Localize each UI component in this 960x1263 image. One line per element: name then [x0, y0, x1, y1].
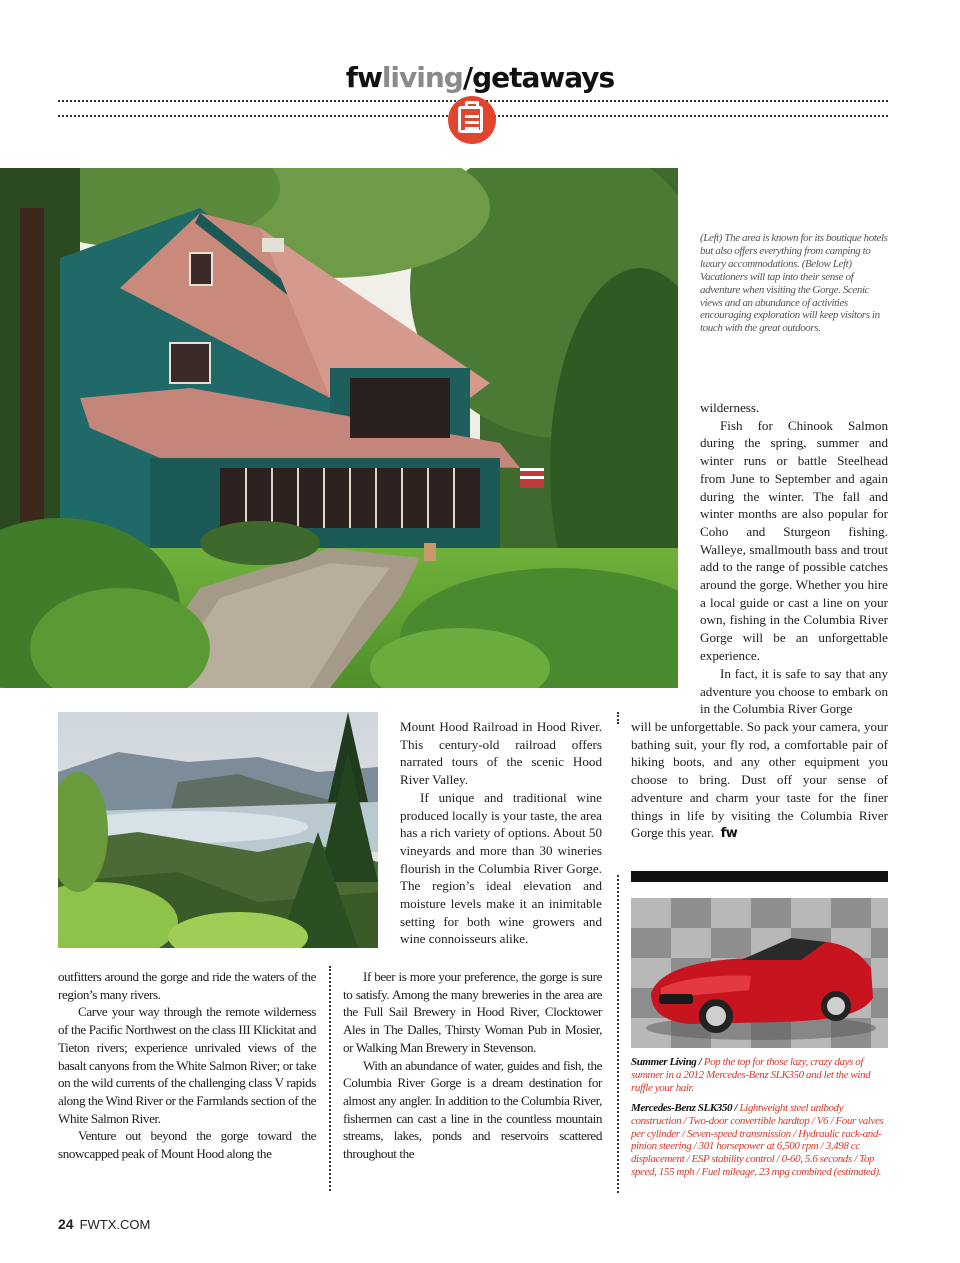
- section-masthead: [0, 60, 960, 96]
- end-mark: fw: [720, 826, 738, 842]
- brand-living: living: [381, 61, 463, 94]
- car-photo: [631, 898, 888, 1048]
- right-column-continuation: [700, 665, 888, 718]
- photo-caption: (Left) The area is known for its boutique hotels but also offers everything from camping to luxury accommodations. (Below Left) Vacationers will tap into their sense of adventure when visiting the Gorge. Scenic views and an abundance of activities encouraging exploration will keep visitors in touch with the great outdoors.: [700, 232, 888, 335]
- brand-section: getaways: [472, 61, 615, 94]
- right-column-bottom: [631, 718, 888, 843]
- sidebar-specs: Lightweight steel unibody construction / Two-door convertible hardtop / V6 / Four valves per cylinder / Seven-speed transmission / Hydraulic rack-and-pinion steering / 301 horsepower at 6,500 rpm / 3,498 cc displacement / ESP stability control / 0-60, 5.6 seconds / Top speed, 155 mph / Fuel mileage, 23 mpg combined (estimated).: [631, 1101, 884, 1179]
- page-number: 24: [58, 1216, 74, 1232]
- sidebar-text: [631, 1056, 888, 1179]
- paragraph: In fact, it is safe to say that any adventure you choose to embark on in the Columbia River Gorge: [700, 666, 888, 717]
- paragraph: Mount Hood Railroad in Hood River. This century-old railroad offers narrated tours of the scenic Hood River Valley.: [400, 719, 602, 788]
- paragraph: If unique and traditional wine produced locally is your taste, the area has a rich variety of options. About 50 vineyards and more than 30 wineries flourish in the Columbia River Gorge. The region’s ideal elevation and moisture levels make it an inimitable setting for both wine growers and wine connoisseurs alike.: [400, 789, 602, 947]
- column-divider: [329, 966, 331, 1191]
- brand-slash: /: [462, 61, 473, 94]
- suitcase-icon: [448, 96, 496, 144]
- right-column-top: [700, 399, 888, 665]
- page-footer: [58, 1216, 150, 1232]
- left-column: [58, 968, 316, 1163]
- house-photo: [0, 168, 678, 688]
- paragraph: Venture out beyond the gorge toward the snowcapped peak of Mount Hood along the: [58, 1128, 316, 1162]
- paragraph: Fish for Chinook Salmon during the spring, summer and winter runs or battle Steelhead from June to September and again during the winter. The fall and winter months are also popular for Coho and Sturgeon fishing. Walleye, smallmouth bass and trout add to the range of possible catches around the gorge. Whether you hire a local guide or cast a line on your own, fishing in the Columbia River Gorge will be an unforgettable experience.: [700, 417, 888, 663]
- paragraph: will be unforgettable. So pack your camera, your bathing suit, your fly rod, a comfortable pair of hiking boots, and any other equipment you choose to bring. Dust off your sense of adventure and charm your taste for the finer things in life by visiting the Columbia River Gorge this year.: [631, 719, 888, 841]
- column-divider-right: [617, 875, 619, 1193]
- paragraph: With an abundance of water, guides and fish, the Columbia River Gorge is a dream destination for almost any angler. In addition to the Columbia River, fishermen can cast a line in the countless mountain streams, lakes, ponds and reservoirs scattered throughout the: [343, 1057, 602, 1162]
- sidebar-header-bar: [631, 871, 888, 882]
- paragraph: If beer is more your preference, the gorge is sure to satisfy. Among the many breweries in the area are the Full Sail Brewery in Hood River, Clocktower Ales in The Dalles, Thirsty Woman Pub in Mosier, or Walking Man Brewery in Stevenson.: [343, 969, 602, 1055]
- sidebar-label: Summer Living /: [631, 1056, 702, 1068]
- site-url: FWTX.COM: [79, 1217, 151, 1232]
- middle-column-bottom: [343, 968, 602, 1163]
- paragraph: outfitters around the gorge and ride the waters of the region’s many rivers.: [58, 969, 316, 1002]
- middle-column-top: [400, 718, 602, 948]
- paragraph: Carve your way through the remote wilderness of the Pacific Northwest on the class III Klickitat and Tieton rivers; experience unrivaled views of the basalt canyons from the White Salmon River; or take on the wild currents of the challenging class V rapids along the Wind River or the Farmlands section of the White Salmon River.: [58, 1004, 316, 1126]
- sidebar-label: Mercedes-Benz SLK350 /: [631, 1101, 738, 1114]
- gorge-photo: [58, 712, 378, 948]
- brand-fw: fw: [345, 61, 382, 94]
- sidebar-description: Pop the top for those lazy, crazy days of summer in a 2012 Mercedes-Benz SLK350 and let the wind ruffle your hair.: [631, 1056, 871, 1094]
- paragraph: wilderness.: [700, 400, 760, 415]
- column-divider-short: [617, 712, 619, 724]
